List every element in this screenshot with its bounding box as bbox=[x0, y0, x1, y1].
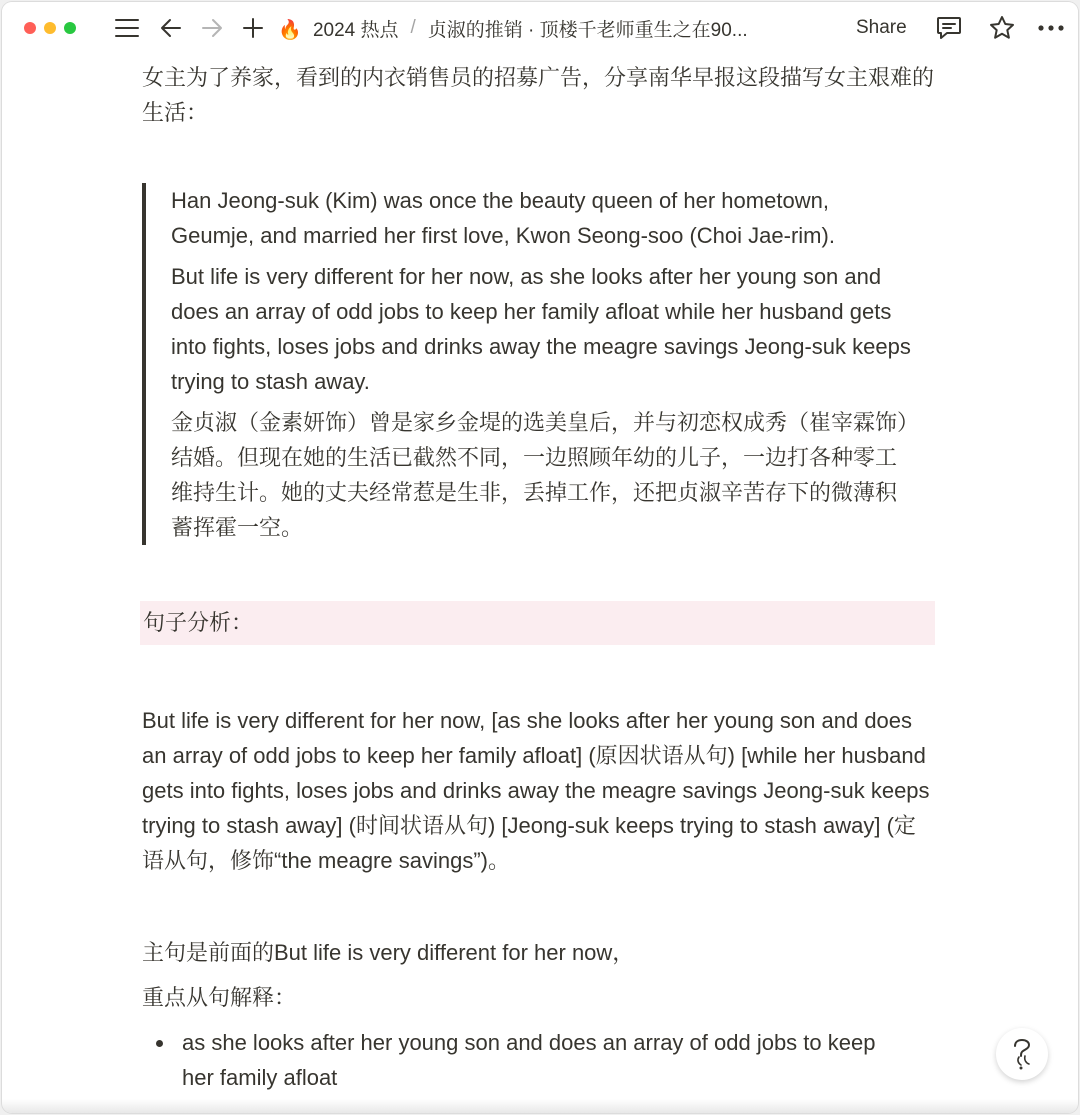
sentence-analysis-callout: 句子分析： bbox=[140, 601, 935, 645]
close-window-button[interactable] bbox=[24, 22, 36, 34]
list-item: as she looks after her young son and does an array of odd jobs to keep her family afloat bbox=[142, 1025, 882, 1095]
help-button[interactable] bbox=[996, 1028, 1048, 1080]
help-icon bbox=[1007, 1037, 1037, 1071]
top-bar bbox=[2, 2, 1078, 54]
clause-list bbox=[142, 1025, 942, 1095]
breadcrumb-item-hot-topics[interactable] bbox=[278, 15, 399, 42]
comment-icon[interactable] bbox=[934, 14, 964, 42]
bottom-edge bbox=[2, 1099, 1078, 1113]
forward-arrow-icon[interactable] bbox=[197, 14, 227, 42]
breadcrumb-item-page[interactable]: 贞淑的推销 · 顶楼千老师重生之在90... bbox=[427, 19, 748, 41]
fire-icon: 🔥 bbox=[278, 19, 302, 41]
quote-paragraph-3: 金贞淑（金素妍饰）曾是家乡金堤的选美皇后，并与初恋权成秀（崔宰霖饰）结婚。但现在她的生活已截然不同，一边照顾年幼的儿子，一边打各种零工维持生计。她的丈夫经常惹是生非，丢掉工作，还把贞淑辛苦存下的微薄积蓄挥霍一空。 bbox=[171, 410, 909, 540]
quote-paragraph-2: But life is very different for her now, as she looks after her young son and does an array of odd jobs to keep her family afloat while her husband gets into fights, loses jobs and drinks away the meagre savings Jeong-suk keeps trying to stash away. bbox=[171, 264, 911, 394]
quote-block bbox=[142, 183, 911, 545]
page-content bbox=[142, 54, 942, 1095]
breadcrumb bbox=[278, 14, 748, 42]
analysis-paragraph: But life is very different for her now, [as she looks after her young son and does an array of odd jobs to keep her family afloat] (原因状语从句) [while her husband gets into fights, loses jobs and drinks away the meagre savings Jeong-suk keeps trying to stash away] (时间状语从句) [Jeong-suk keeps trying to stash away] (定语从句，修饰“the meagre savings”)。 bbox=[142, 708, 930, 873]
menu-icon[interactable] bbox=[112, 14, 142, 42]
focus-heading: 重点从句解释： bbox=[142, 985, 297, 1010]
back-arrow-icon[interactable] bbox=[156, 14, 186, 42]
intro-paragraph: 女主为了养家，看到的内衣销售员的招募广告，分享南华早报这段描写女主艰难的生活： bbox=[142, 65, 935, 125]
breadcrumb-separator: / bbox=[410, 17, 416, 38]
quote-paragraph-1: Han Jeong-suk (Kim) was once the beauty queen of her hometown, Geumje, and married her first love, Kwon Seong-soo (Choi Jae-rim). bbox=[171, 188, 835, 248]
main-clause-paragraph: 主句是前面的But life is very different for her now， bbox=[142, 940, 635, 965]
share-button[interactable]: Share bbox=[856, 17, 907, 38]
app-window bbox=[2, 2, 1078, 1113]
star-icon[interactable] bbox=[987, 14, 1017, 42]
more-icon[interactable] bbox=[1036, 14, 1066, 42]
breadcrumb-label: 2024 热点 bbox=[312, 19, 399, 41]
maximize-window-button[interactable] bbox=[64, 22, 76, 34]
plus-icon[interactable] bbox=[239, 14, 267, 42]
minimize-window-button[interactable] bbox=[44, 22, 56, 34]
